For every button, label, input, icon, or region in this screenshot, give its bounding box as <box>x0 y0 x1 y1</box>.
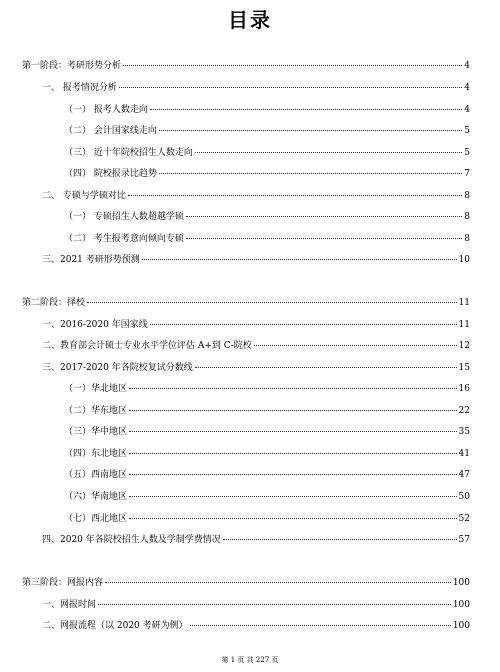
toc-entry-title: （二） 会计国家线走向 <box>64 126 157 136</box>
toc-entry-page-number: 15 <box>458 363 470 373</box>
toc-entry-page-number: 8 <box>464 212 470 222</box>
toc-entry-title: 三、2017-2020 年各院校复试分数线 <box>42 363 193 373</box>
toc-entry-page-number: 100 <box>452 578 470 588</box>
toc-entry[interactable] <box>22 297 470 309</box>
toc-entry-title: 一、2016-2020 年国家线 <box>42 320 148 330</box>
dot-leader <box>195 152 462 153</box>
toc-entry-page-number: 22 <box>458 406 470 416</box>
dot-leader <box>186 238 462 239</box>
toc-entry-page-number: 5 <box>464 148 470 158</box>
dot-leader <box>142 259 457 260</box>
toc-entry-page-number: 4 <box>464 105 470 115</box>
dot-leader <box>119 87 462 88</box>
dot-leader <box>150 324 457 325</box>
toc-entry[interactable] <box>64 211 470 223</box>
toc-entry-page-number: 16 <box>458 384 470 394</box>
toc-entry-title: （二） 考生报考意向倾向专硕 <box>64 234 184 244</box>
toc-entry-title: （四）东北地区 <box>64 449 128 459</box>
page-title: 目录 <box>228 8 272 32</box>
toc-entry[interactable] <box>42 620 470 632</box>
toc-entry[interactable] <box>64 448 470 460</box>
toc-entry[interactable] <box>64 405 470 417</box>
toc-entry-title: （四） 院校报录比趋势 <box>64 169 157 179</box>
toc-entry[interactable] <box>42 340 470 352</box>
toc-entry[interactable] <box>42 254 470 266</box>
toc-entry-title: 第一阶段：考研形势分析 <box>22 61 122 71</box>
toc-entry-page-number: 11 <box>458 320 470 330</box>
toc-entry[interactable] <box>42 599 470 611</box>
page-footer: 第 1 页 共 227 页 <box>221 656 279 664</box>
dot-leader <box>254 345 457 346</box>
toc-entry[interactable] <box>64 513 470 525</box>
toc-entry-page-number: 52 <box>458 514 470 524</box>
toc-entry[interactable] <box>64 383 470 395</box>
toc-entry[interactable] <box>64 469 470 481</box>
toc-entry[interactable] <box>64 125 470 137</box>
toc-entry[interactable] <box>64 104 470 116</box>
toc-entry-title: 三、2021 考研形势预测 <box>42 255 140 265</box>
toc-entry-page-number: 8 <box>464 191 470 201</box>
toc-entry-title: （二）华东地区 <box>64 406 128 416</box>
toc-entry-page-number: 57 <box>458 535 470 545</box>
dot-leader <box>123 65 462 66</box>
toc-entry-title: （三） 近十年院校招生人数走向 <box>64 148 193 158</box>
toc-entry-title: 一、网报时间 <box>42 600 97 610</box>
dot-leader <box>129 474 457 475</box>
toc-entry-page-number: 41 <box>458 449 470 459</box>
toc-entry-title: （一）华北地区 <box>64 384 128 394</box>
toc-entry-page-number: 5 <box>464 126 470 136</box>
toc-entry-page-number: 11 <box>458 298 470 308</box>
dot-leader <box>98 604 451 605</box>
toc-entry[interactable] <box>64 168 470 180</box>
dot-leader <box>195 367 457 368</box>
toc-entry[interactable] <box>64 147 470 159</box>
toc-entry-page-number: 12 <box>458 341 470 351</box>
toc-entry-title: （三）华中地区 <box>64 427 128 437</box>
toc-entry-page-number: 4 <box>464 61 470 71</box>
dot-leader <box>129 453 457 454</box>
toc-entry-page-number: 10 <box>458 255 470 265</box>
toc-entry-title: （七）西北地区 <box>64 514 128 524</box>
toc-entry[interactable] <box>64 491 470 503</box>
dot-leader <box>129 496 457 497</box>
toc-entry-page-number: 35 <box>458 427 470 437</box>
toc-entry-title: 二、网报流程（以 2020 考研为例） <box>42 621 188 631</box>
dot-leader <box>186 216 462 217</box>
toc-entry-page-number: 100 <box>452 621 470 631</box>
toc-entry-page-number: 4 <box>464 83 470 93</box>
dot-leader <box>129 410 457 411</box>
dot-leader <box>87 302 457 303</box>
dot-leader <box>159 130 462 131</box>
dot-leader <box>129 388 457 389</box>
toc-entry[interactable] <box>22 60 470 72</box>
toc-entry[interactable] <box>42 534 470 546</box>
dot-leader <box>150 109 462 110</box>
toc-entry-page-number: 8 <box>464 234 470 244</box>
toc-entry-title: 二、教育部会计硕士专业水平学位评估 A+到 C-院校 <box>42 341 252 351</box>
toc-entry-title: 一、 报考情况分析 <box>42 83 117 93</box>
dot-leader <box>159 173 462 174</box>
dot-leader <box>105 582 451 583</box>
toc-entry-page-number: 7 <box>464 169 470 179</box>
toc-entry[interactable] <box>42 319 470 331</box>
toc-entry-title: （一） 专硕招生人数超越学硕 <box>64 212 184 222</box>
toc-entry[interactable] <box>22 577 470 589</box>
toc-entry[interactable] <box>42 190 470 202</box>
toc-entry-title: （一） 报考人数走向 <box>64 105 148 115</box>
dot-leader <box>129 518 457 519</box>
dot-leader <box>190 625 451 626</box>
toc-entry-title: （五）西南地区 <box>64 470 128 480</box>
toc-entry-title: （六）华南地区 <box>64 492 128 502</box>
toc-entry-page-number: 100 <box>452 600 470 610</box>
dot-leader <box>129 431 457 432</box>
dot-leader <box>223 539 457 540</box>
toc-entry-page-number: 47 <box>458 470 470 480</box>
toc-entry[interactable] <box>64 426 470 438</box>
toc-entry-title: 二、 专硕与学硕对比 <box>42 191 126 201</box>
toc-entry[interactable] <box>42 82 470 94</box>
toc-entry-title: 四、2020 年各院校招生人数及学制学费情况 <box>42 535 221 545</box>
toc-entry-page-number: 50 <box>458 492 470 502</box>
toc-entry[interactable] <box>42 362 470 374</box>
toc-entry-title: 第三阶段：网报内容 <box>22 578 104 588</box>
toc-entry[interactable] <box>64 233 470 245</box>
toc-entry-title: 第二阶段：择校 <box>22 298 86 308</box>
dot-leader <box>128 195 462 196</box>
